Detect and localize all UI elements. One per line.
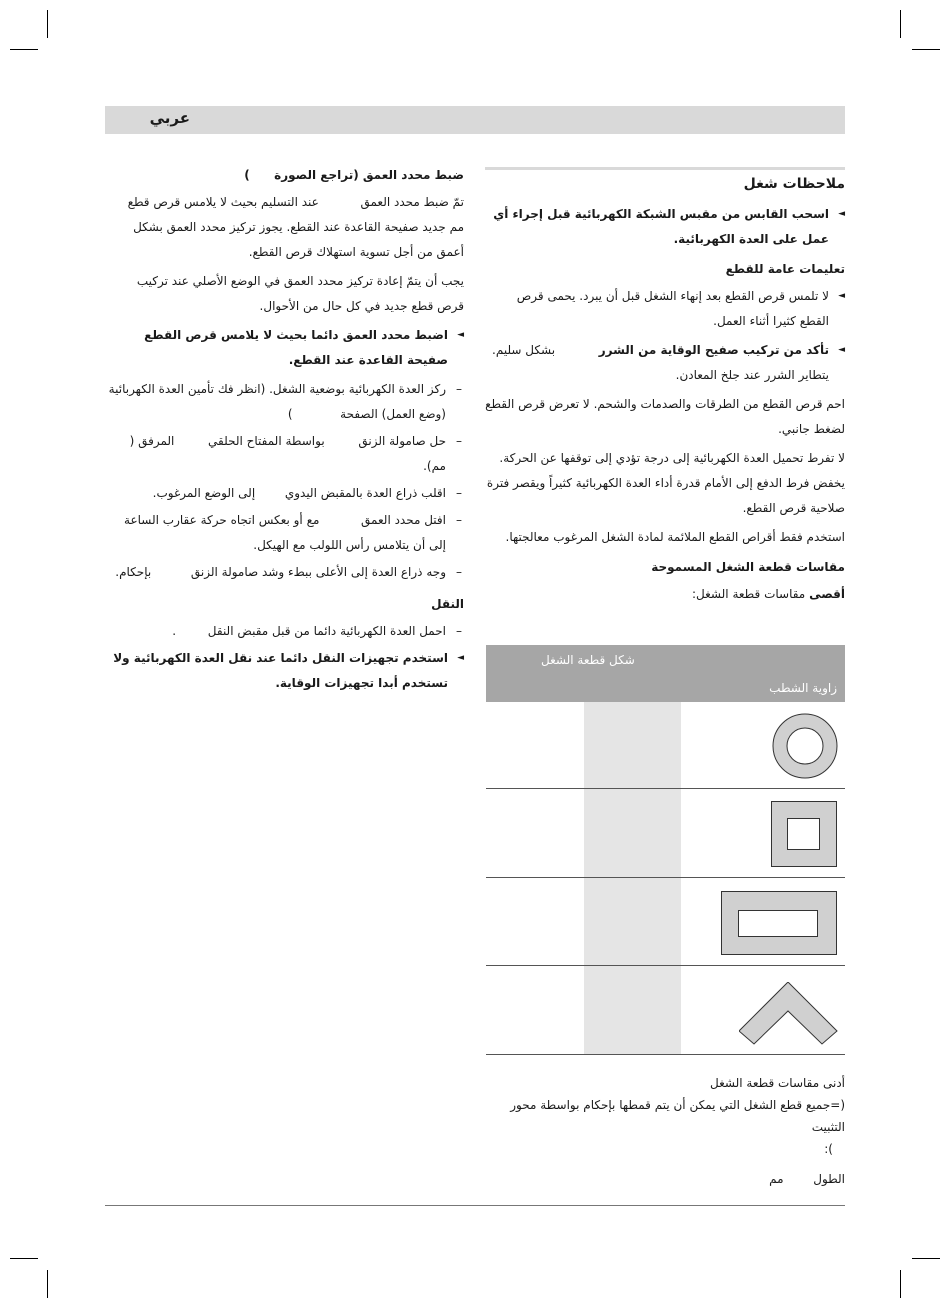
paragraph-depth-1: تمّ ضبط محدد العمق عند التسليم بحيث لا يلامس قرص قطع [127, 195, 464, 209]
step-turn-stop: – افتل محدد العمق مع أو بعكس اتجاه حركة عقارب الساعة إلى أن يتلامس رأس اللولب مع الهيكل. [108, 508, 464, 558]
crop-mark [10, 1258, 38, 1259]
table-header [486, 645, 845, 702]
step-loosen-nut: – حل صامولة الزنق بواسطة المفتاح الحلقي المرفق ( مم). [108, 429, 464, 479]
paragraph-protect-disc: احم قرص القطع من الطرقات والصدمات والشحم. لا تعرض قرص القطع لضغط جانبي. [485, 397, 845, 436]
step-swing-arm: – اقلب ذراع العدة بالمقبض اليدوي إلى الوضع المرغوب. [108, 481, 464, 506]
language-header-bar [105, 106, 845, 134]
left-column [108, 168, 464, 700]
section-title-operating-notes: ملاحظات شغل [743, 176, 845, 192]
circle-shape-icon [770, 711, 840, 781]
table-row [486, 878, 845, 966]
square-shape-icon [771, 801, 837, 867]
bullet-unplug: ◄ اسحب القابس من مقبس الشبكة الكهربائية قبل إجراء أي عمل على العدة الكهربائية. [485, 202, 845, 252]
right-column [485, 167, 845, 611]
crop-mark [10, 49, 38, 50]
bullet-no-touch: ◄ لا تلمس قرص القطع بعد إنهاء الشغل قبل أن يبرد. يحمى قرص القطع كثيرا أثناء العمل. [485, 284, 845, 334]
crop-mark [900, 10, 901, 38]
footer-rule [105, 1205, 845, 1206]
workpiece-table [486, 645, 845, 1055]
min-length: الطول مم [769, 1172, 845, 1186]
paragraph-overload: لا تفرط تحميل العدة الكهربائية إلى درجة تؤدي إلى توقفها عن الحركة. يخفض فرط الدفع إلى الأمام قدرة أداء العدة الكهربائية كثيراً ويقصر فترة صلاحية قرص القطع. [486, 451, 845, 515]
section-title-allowed-sizes: مقاسات قطعة الشغل المسموحة [651, 560, 845, 574]
rectangle-shape-icon [721, 891, 837, 955]
table-row [486, 966, 845, 1055]
paragraph-depth-2: يجب أن يتمّ إعادة تركيز محدد العمق في الوضع الأصلي عند تركيب قرص قطع جديد في كل حال من الأحوال. [136, 274, 464, 313]
paragraph-suitable-discs: استخدم فقط أقراص القطع الملائمة لمادة الشغل المرغوب معالجتها. [505, 530, 845, 544]
header-angle: زاوية الشطب [769, 681, 837, 695]
min-sizes-title: أدنى مقاسات قطعة الشغل [710, 1076, 845, 1090]
section-title-depth-stop: ضبط محدد العمق (تراجع الصورة ) [244, 168, 464, 182]
angle-shape-icon [739, 982, 839, 1046]
bullet-transport-devices: ◄ استخدم تجهيزات النقل دائما عند نقل العدة الكهربائية ولا تستخدم أبدا تجهيزات الوقاية. [108, 646, 464, 696]
bullet-depth-adjust: ◄ اضبط محدد العمق دائما بحيث لا يلامس قرص القطع صفيحة القاعدة عند القطع. [108, 323, 464, 373]
section-title-transport: النقل [431, 597, 464, 611]
header-shape: شكل قطعة الشغل [541, 653, 635, 667]
min-sizes-desc: (=جميع قطع الشغل التي يمكن أن يتم قمطها بإحكام بواسطة محور التثبيت [510, 1098, 845, 1134]
crop-mark [47, 1270, 48, 1298]
language-label: عربي [149, 109, 190, 127]
min-sizes-block [486, 1072, 845, 1190]
crop-mark [900, 1270, 901, 1298]
table-row [486, 702, 845, 789]
table-row [486, 789, 845, 878]
crop-mark [47, 10, 48, 38]
section-title-general-cutting: تعليمات عامة للقطع [725, 262, 845, 276]
step-position-tool: – ركز العدة الكهربائية بوضعية الشغل. (انظر فك تأمين العدة الكهربائية (وضع العمل) الصفحة ) [108, 377, 464, 427]
step-carry-handle: – احمل العدة الكهربائية دائما من قبل مقبض النقل . [108, 619, 464, 644]
bullet-spark-guard: ◄ تأكد من تركيب صفيح الوقاية من الشرر بشكل سليم. يتطاير الشرر عند جلخ المعادن. [485, 338, 845, 388]
min-sizes-desc-end: ): [824, 1142, 833, 1156]
crop-mark [912, 49, 940, 50]
paragraph-max-sizes: أقصى مقاسات قطعة الشغل: [692, 587, 845, 601]
crop-mark [912, 1258, 940, 1259]
paragraph-depth-1b: مم جديد صفيحة القاعدة عند القطع. يجوز تركيز محدد العمق بشكل أعمق من أجل تسوية استهلاك قرص القطع. [133, 220, 464, 259]
step-tighten-nut: – وجه ذراع العدة إلى الأعلى ببطء وشد صامولة الزنق بإحكام. [108, 560, 464, 585]
